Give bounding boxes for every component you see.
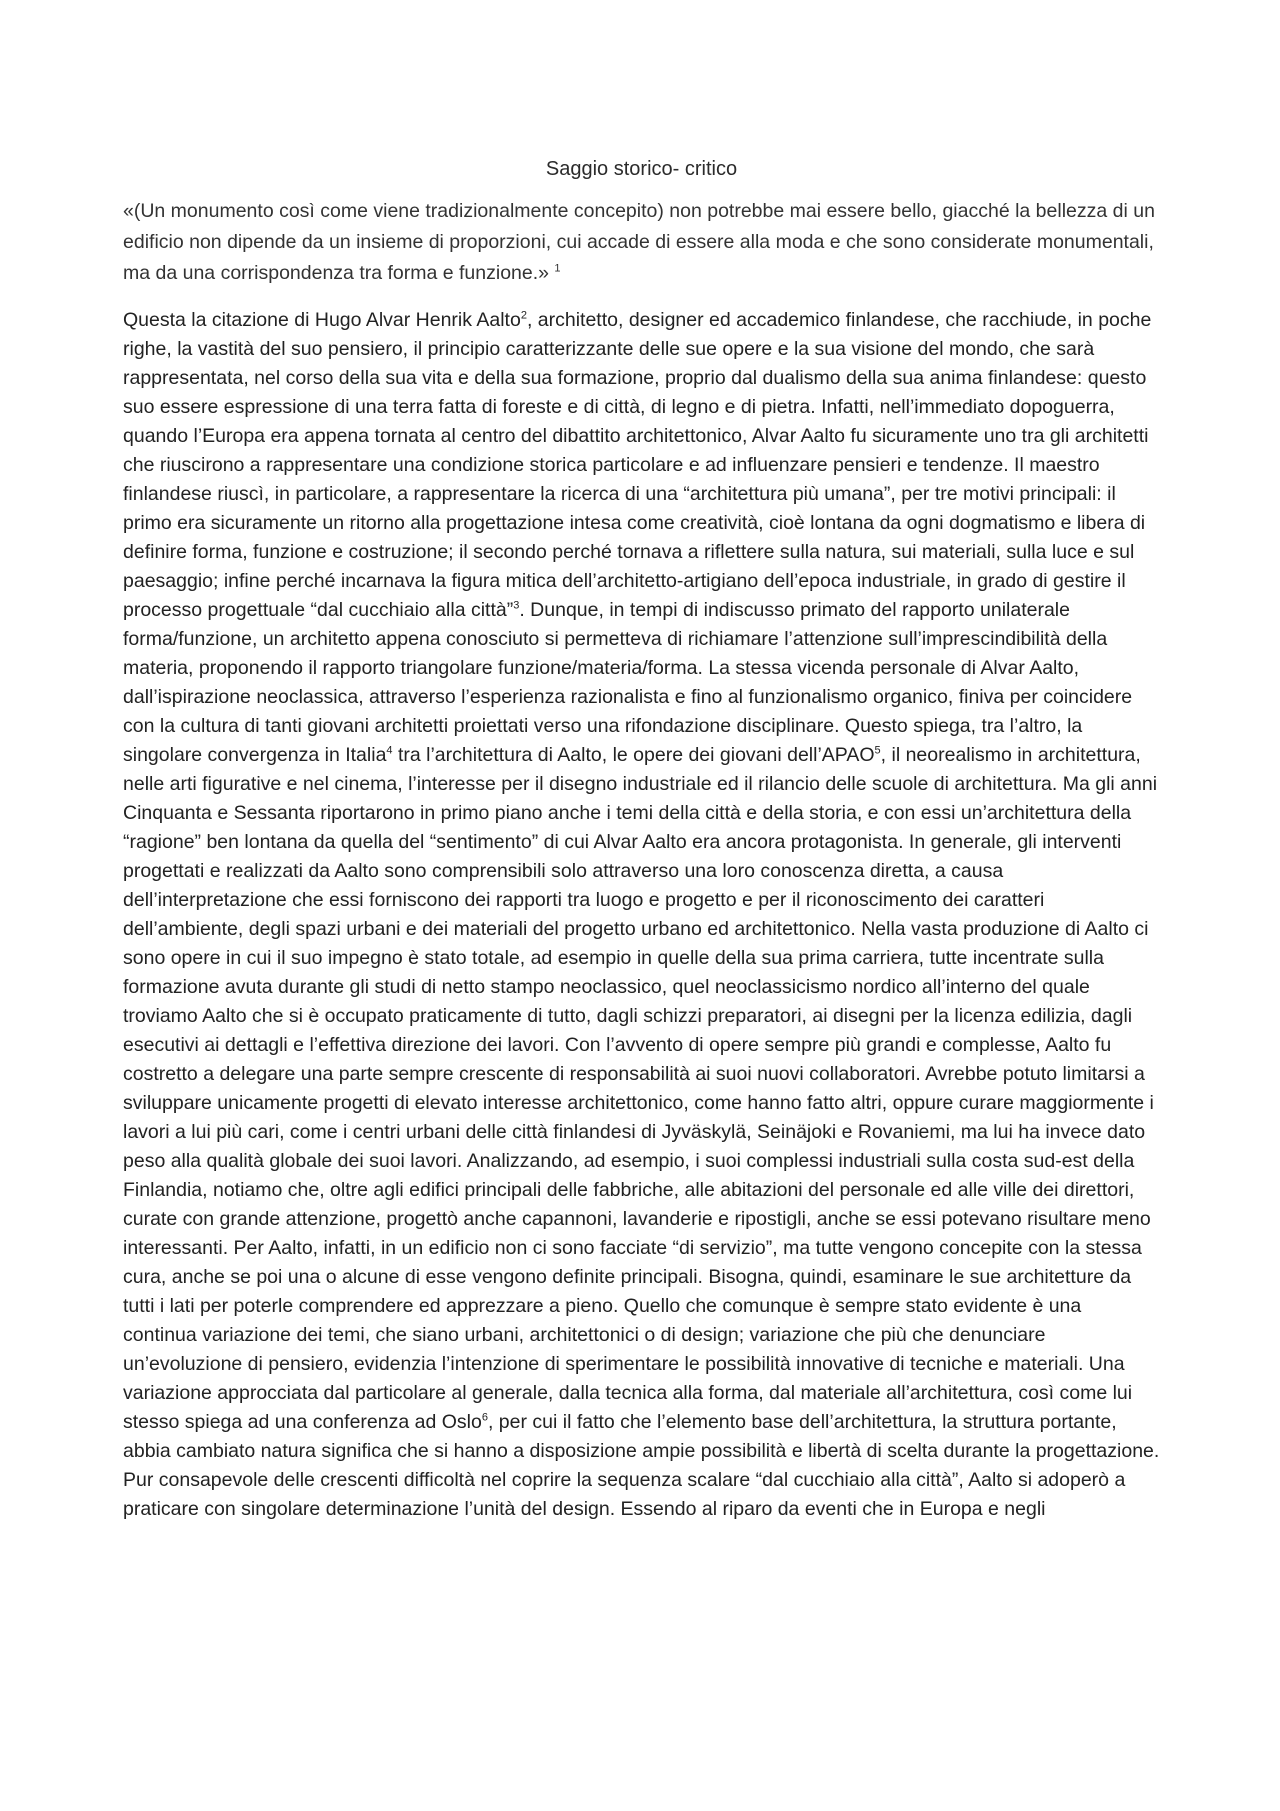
body-text-segment: , per cui il fatto che l’elemento base dell’architettura, la struttura portante, abbia cambiato natura significa che si hanno a disposizione ampie possibilità e libertà di scelta durante la progettazione. Pur consapevole delle crescenti difficoltà nel coprire la sequenza scalare “dal cucchiaio alla città”, Aalto si adoperò a praticare con singolare determinazione l’unità del design. Essendo al riparo da eventi che in Europa e negli <box>123 1411 1160 1520</box>
body-text-segment: tra l’architettura di Aalto, le opere dei giovani dell’APAO <box>392 744 875 766</box>
footnote-ref-3[interactable]: 3 <box>513 599 520 612</box>
footnote-ref-1[interactable]: 1 <box>554 262 561 275</box>
footnote-ref-6[interactable]: 6 <box>481 1411 488 1424</box>
quote-text: «(Un monumento così come viene tradizionalmente concepito) non potrebbe mai essere bello, giacché la bellezza di un edificio non dipende da un insieme di proporzioni, cui accade di essere alla moda e che sono considerate monumentali, ma da una corrispondenza tra forma e funzione.» <box>123 200 1155 284</box>
opening-quote <box>123 196 1160 289</box>
footnote-ref-5[interactable]: 5 <box>874 744 881 757</box>
body-text-segment: , il neorealismo in architettura, nelle arti figurative e nel cinema, l’interesse per il disegno industriale ed il rilancio delle scuole di architettura. Ma gli anni Cinquanta e Sessanta riportarono in primo piano anche i temi della città e della storia, e con essi un’architettura della “ragione” ben lontana da quella del “sentimento” di cui Alvar Aalto era ancora protagonista. In generale, gli interventi progettati e realizzati da Aalto sono comprensibili solo attraverso una loro conoscenza diretta, a causa dell’interpretazione che essi forniscono dei rapporti tra luogo e progetto e per il riconoscimento dei caratteri dell’ambiente, degli spazi urbani e dei materiali del progetto urbano ed architettonico. Nella vasta produzione di Aalto ci sono opere in cui il suo impegno è stato totale, ad esempio in quelle della sua prima carriera, tutte incentrate sulla formazione avuta durante gli studi di netto stampo neoclassico, quel neoclassicismo nordico all’interno del quale troviamo Aalto che si è occupato praticamente di tutto, dagli schizzi preparatori, ai disegni per la licenza edilizia, dagli esecutivi ai dettagli e l’effettiva direzione dei lavori. Con l’avvento di opere sempre più grandi e complesse, Aalto fu costretto a delegare una parte sempre crescente di responsabilità ai suoi nuovi collaboratori. Avrebbe potuto limitarsi a sviluppare unicamente progetti di elevato interesse architettonico, come hanno fatto altri, oppure curare maggiormente i lavori a lui più cari, come i centri urbani delle città finlandesi di Jyväskylä, Seinäjoki e Rovaniemi, ma lui ha invece dato peso alla qualità globale dei suoi lavori. Analizzando, ad esempio, i suoi complessi industriali sulla costa sud-est della Finlandia, notiamo che, oltre agli edifici principali delle fabbriche, alle abitazioni del personale ed alle ville dei direttori, curate con grande attenzione, progettò anche capannoni, lavanderie e ripostigli, anche se essi potevano risultare meno interessanti. Per Aalto, infatti, in un edificio non ci sono facciate “di servizio”, ma tutte vengono concepite con la stessa cura, anche se poi una o alcune di esse vengono definite principali. Bisogna, quindi, esaminare le sue architetture da tutti i lati per poterle comprendere ed apprezzare a pieno. Quello che comunque è sempre stato evidente è una continua variazione dei temi, che siano urbani, architettonici o di design; variazione che più che denunciare un’evoluzione di pensiero, evidenzia l’intenzione di sperimentare le possibilità innovative di tecniche e materiali. Una variazione approcciata dal particolare al generale, dalla tecnica alla forma, dal materiale all’architettura, così come lui stesso spiega ad una conferenza ad Oslo <box>123 744 1158 1433</box>
body-text-segment: Questa la citazione di Hugo Alvar Henrik Aalto <box>123 309 521 331</box>
body-text-segment: , architetto, designer ed accademico finlandese, che racchiude, in poche righe, la vastità del suo pensiero, il principio caratterizzante delle sue opere e la sua visione del mondo, che sarà rappresentata, nel corso della sua vita e della sua formazione, proprio dal dualismo della sua anima finlandese: questo suo essere espressione di una terra fatta di foreste e di città, di legno e di pietra. Infatti, nell’immediato dopoguerra, quando l’Europa era appena tornata al centro del dibattito architettonico, Alvar Aalto fu sicuramente uno tra gli architetti che riuscirono a rappresentare una condizione storica particolare e ad influenzare pensieri e tendenze. Il maestro finlandese riuscì, in particolare, a rappresentare la ricerca di una “architettura più umana”, per tre motivi principali: il primo era sicuramente un ritorno alla progettazione intesa come creatività, cioè lontana da ogni dogmatismo e libera di definire forma, funzione e costruzione; il secondo perché tornava a riflettere sulla natura, sui materiali, sulla luce e sul paesaggio; infine perché incarnava la figura mitica dell’architetto-artigiano dell’epoca industriale, in grado di gestire il processo progettuale “dal cucchiaio alla città” <box>123 309 1152 621</box>
body-text-segment: . Dunque, in tempi di indiscusso primato del rapporto unilaterale forma/funzione, un architetto appena conosciuto si permetteva di richiamare l’attenzione sull’imprescindibilità della materia, proponendo il rapporto triangolare funzione/materia/forma. La stessa vicenda personale di Alvar Aalto, dall’ispirazione neoclassica, attraverso l’esperienza razionalista e fino al funzionalismo organico, finiva per coincidere con la cultura di tanti giovani architetti proiettati verso una rifondazione disciplinare. Questo spiega, tra l’altro, la singolare convergenza in Italia <box>123 599 1133 766</box>
footnote-ref-2[interactable]: 2 <box>520 309 527 322</box>
document-title: Saggio storico- critico <box>545 158 738 180</box>
body-paragraph <box>123 306 1160 1524</box>
footnote-ref-4[interactable]: 4 <box>386 744 393 757</box>
